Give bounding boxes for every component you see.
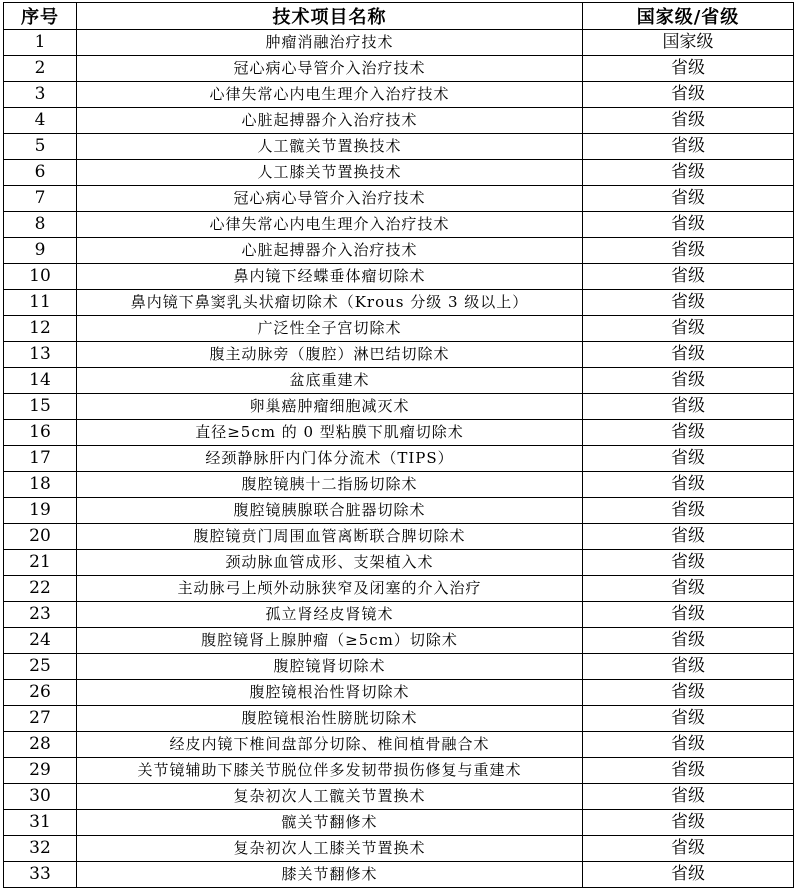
table-row — [4, 264, 794, 290]
row-project-name-cell: 人工膝关节置换技术 — [77, 160, 583, 186]
row-level-cell: 省级 — [583, 758, 794, 784]
table-row — [4, 212, 794, 238]
row-project-name-cell: 心律失常心内电生理介入治疗技术 — [77, 212, 583, 238]
row-level-cell: 省级 — [583, 264, 794, 290]
row-level-cell: 省级 — [583, 498, 794, 524]
row-index-cell: 32 — [4, 836, 77, 862]
table-row — [4, 680, 794, 706]
row-level-cell: 省级 — [583, 212, 794, 238]
row-project-name-cell: 人工髋关节置换技术 — [77, 134, 583, 160]
row-level-cell: 省级 — [583, 576, 794, 602]
row-project-name-cell: 髋关节翻修术 — [77, 810, 583, 836]
row-project-name-cell: 心脏起搏器介入治疗技术 — [77, 108, 583, 134]
table-row — [4, 186, 794, 212]
row-project-name-cell: 颈动脉血管成形、支架植入术 — [77, 550, 583, 576]
row-index-cell: 21 — [4, 550, 77, 576]
row-project-name-cell: 腹腔镜肾上腺肿瘤（≥5cm）切除术 — [77, 628, 583, 654]
row-index-cell: 3 — [4, 82, 77, 108]
row-project-name-cell: 腹腔镜胰十二指肠切除术 — [77, 472, 583, 498]
table-row — [4, 290, 794, 316]
row-project-name-cell: 腹腔镜胰腺联合脏器切除术 — [77, 498, 583, 524]
row-project-name-cell: 鼻内镜下鼻窦乳头状瘤切除术（Krous 分级 3 级以上） — [77, 290, 583, 316]
row-project-name-cell: 复杂初次人工髋关节置换术 — [77, 784, 583, 810]
table-row — [4, 706, 794, 732]
row-project-name-cell: 主动脉弓上颅外动脉狭窄及闭塞的介入治疗 — [77, 576, 583, 602]
row-level-cell: 省级 — [583, 342, 794, 368]
table-row — [4, 446, 794, 472]
table-row — [4, 342, 794, 368]
table-row — [4, 368, 794, 394]
row-level-cell: 省级 — [583, 420, 794, 446]
row-index-cell: 29 — [4, 758, 77, 784]
header-row — [4, 3, 794, 30]
table-row — [4, 56, 794, 82]
row-project-name-cell: 孤立肾经皮肾镜术 — [77, 602, 583, 628]
row-level-cell: 省级 — [583, 836, 794, 862]
row-project-name-cell: 关节镜辅助下膝关节脱位伴多发韧带损伤修复与重建术 — [77, 758, 583, 784]
row-project-name-cell: 卵巢癌肿瘤细胞减灭术 — [77, 394, 583, 420]
row-index-cell: 2 — [4, 56, 77, 82]
row-level-cell: 省级 — [583, 472, 794, 498]
row-level-cell: 省级 — [583, 550, 794, 576]
row-project-name-cell: 盆底重建术 — [77, 368, 583, 394]
row-level-cell: 省级 — [583, 186, 794, 212]
row-level-cell: 省级 — [583, 160, 794, 186]
row-index-cell: 24 — [4, 628, 77, 654]
row-level-cell: 省级 — [583, 82, 794, 108]
row-project-name-cell: 冠心病心导管介入治疗技术 — [77, 186, 583, 212]
row-index-cell: 9 — [4, 238, 77, 264]
row-index-cell: 25 — [4, 654, 77, 680]
row-level-cell: 省级 — [583, 862, 794, 888]
row-project-name-cell: 复杂初次人工膝关节置换术 — [77, 836, 583, 862]
row-index-cell: 10 — [4, 264, 77, 290]
row-level-cell: 省级 — [583, 56, 794, 82]
row-level-cell: 省级 — [583, 654, 794, 680]
table-row — [4, 498, 794, 524]
table-row — [4, 524, 794, 550]
row-level-cell: 省级 — [583, 238, 794, 264]
row-index-cell: 17 — [4, 446, 77, 472]
header-index: 序号 — [4, 3, 77, 30]
table-row — [4, 732, 794, 758]
row-project-name-cell: 经颈静脉肝内门体分流术（TIPS） — [77, 446, 583, 472]
table-body — [4, 30, 794, 888]
row-index-cell: 13 — [4, 342, 77, 368]
row-project-name-cell: 广泛性全子宫切除术 — [77, 316, 583, 342]
header-level: 国家级/省级 — [583, 3, 794, 30]
row-index-cell: 22 — [4, 576, 77, 602]
row-index-cell: 33 — [4, 862, 77, 888]
row-index-cell: 20 — [4, 524, 77, 550]
row-project-name-cell: 心脏起搏器介入治疗技术 — [77, 238, 583, 264]
table-row — [4, 784, 794, 810]
table-row — [4, 108, 794, 134]
row-index-cell: 19 — [4, 498, 77, 524]
table-row — [4, 628, 794, 654]
row-level-cell: 省级 — [583, 680, 794, 706]
row-project-name-cell: 心律失常心内电生理介入治疗技术 — [77, 82, 583, 108]
row-level-cell: 省级 — [583, 784, 794, 810]
row-index-cell: 4 — [4, 108, 77, 134]
row-index-cell: 14 — [4, 368, 77, 394]
row-project-name-cell: 腹主动脉旁（腹腔）淋巴结切除术 — [77, 342, 583, 368]
row-level-cell: 省级 — [583, 368, 794, 394]
row-index-cell: 7 — [4, 186, 77, 212]
row-project-name-cell: 鼻内镜下经蝶垂体瘤切除术 — [77, 264, 583, 290]
row-level-cell: 省级 — [583, 602, 794, 628]
row-project-name-cell: 腹腔镜肾切除术 — [77, 654, 583, 680]
row-index-cell: 23 — [4, 602, 77, 628]
row-level-cell: 省级 — [583, 524, 794, 550]
table-row — [4, 316, 794, 342]
row-project-name-cell: 膝关节翻修术 — [77, 862, 583, 888]
table-row — [4, 810, 794, 836]
row-project-name-cell: 腹腔镜根治性膀胱切除术 — [77, 706, 583, 732]
row-level-cell: 省级 — [583, 290, 794, 316]
row-level-cell: 省级 — [583, 316, 794, 342]
row-index-cell: 16 — [4, 420, 77, 446]
row-level-cell: 省级 — [583, 446, 794, 472]
row-level-cell: 省级 — [583, 394, 794, 420]
row-level-cell: 省级 — [583, 134, 794, 160]
table-row — [4, 550, 794, 576]
row-index-cell: 18 — [4, 472, 77, 498]
table-row — [4, 576, 794, 602]
table-row — [4, 394, 794, 420]
row-level-cell: 省级 — [583, 732, 794, 758]
row-index-cell: 31 — [4, 810, 77, 836]
row-level-cell: 省级 — [583, 706, 794, 732]
row-index-cell: 28 — [4, 732, 77, 758]
table-row — [4, 82, 794, 108]
row-index-cell: 8 — [4, 212, 77, 238]
header-project-name: 技术项目名称 — [77, 3, 583, 30]
table-row — [4, 238, 794, 264]
row-level-cell: 省级 — [583, 810, 794, 836]
row-index-cell: 27 — [4, 706, 77, 732]
row-project-name-cell: 腹腔镜根治性肾切除术 — [77, 680, 583, 706]
table-row — [4, 758, 794, 784]
table-row — [4, 472, 794, 498]
row-project-name-cell: 肿瘤消融治疗技术 — [77, 30, 583, 56]
row-index-cell: 30 — [4, 784, 77, 810]
row-level-cell: 国家级 — [583, 30, 794, 56]
row-index-cell: 11 — [4, 290, 77, 316]
table-row — [4, 602, 794, 628]
row-project-name-cell: 直径≥5cm 的 0 型粘膜下肌瘤切除术 — [77, 420, 583, 446]
row-level-cell: 省级 — [583, 108, 794, 134]
row-project-name-cell: 冠心病心导管介入治疗技术 — [77, 56, 583, 82]
row-level-cell: 省级 — [583, 628, 794, 654]
table-row — [4, 836, 794, 862]
row-index-cell: 15 — [4, 394, 77, 420]
technology-project-table — [3, 2, 794, 888]
table-header — [4, 3, 794, 30]
table-row — [4, 654, 794, 680]
table-row — [4, 862, 794, 888]
row-project-name-cell: 经皮内镜下椎间盘部分切除、椎间植骨融合术 — [77, 732, 583, 758]
row-project-name-cell: 腹腔镜贲门周围血管离断联合脾切除术 — [77, 524, 583, 550]
row-index-cell: 26 — [4, 680, 77, 706]
row-index-cell: 6 — [4, 160, 77, 186]
table-row — [4, 160, 794, 186]
row-index-cell: 5 — [4, 134, 77, 160]
table-row — [4, 134, 794, 160]
row-index-cell: 12 — [4, 316, 77, 342]
table-row — [4, 420, 794, 446]
row-index-cell: 1 — [4, 30, 77, 56]
table-row — [4, 30, 794, 56]
